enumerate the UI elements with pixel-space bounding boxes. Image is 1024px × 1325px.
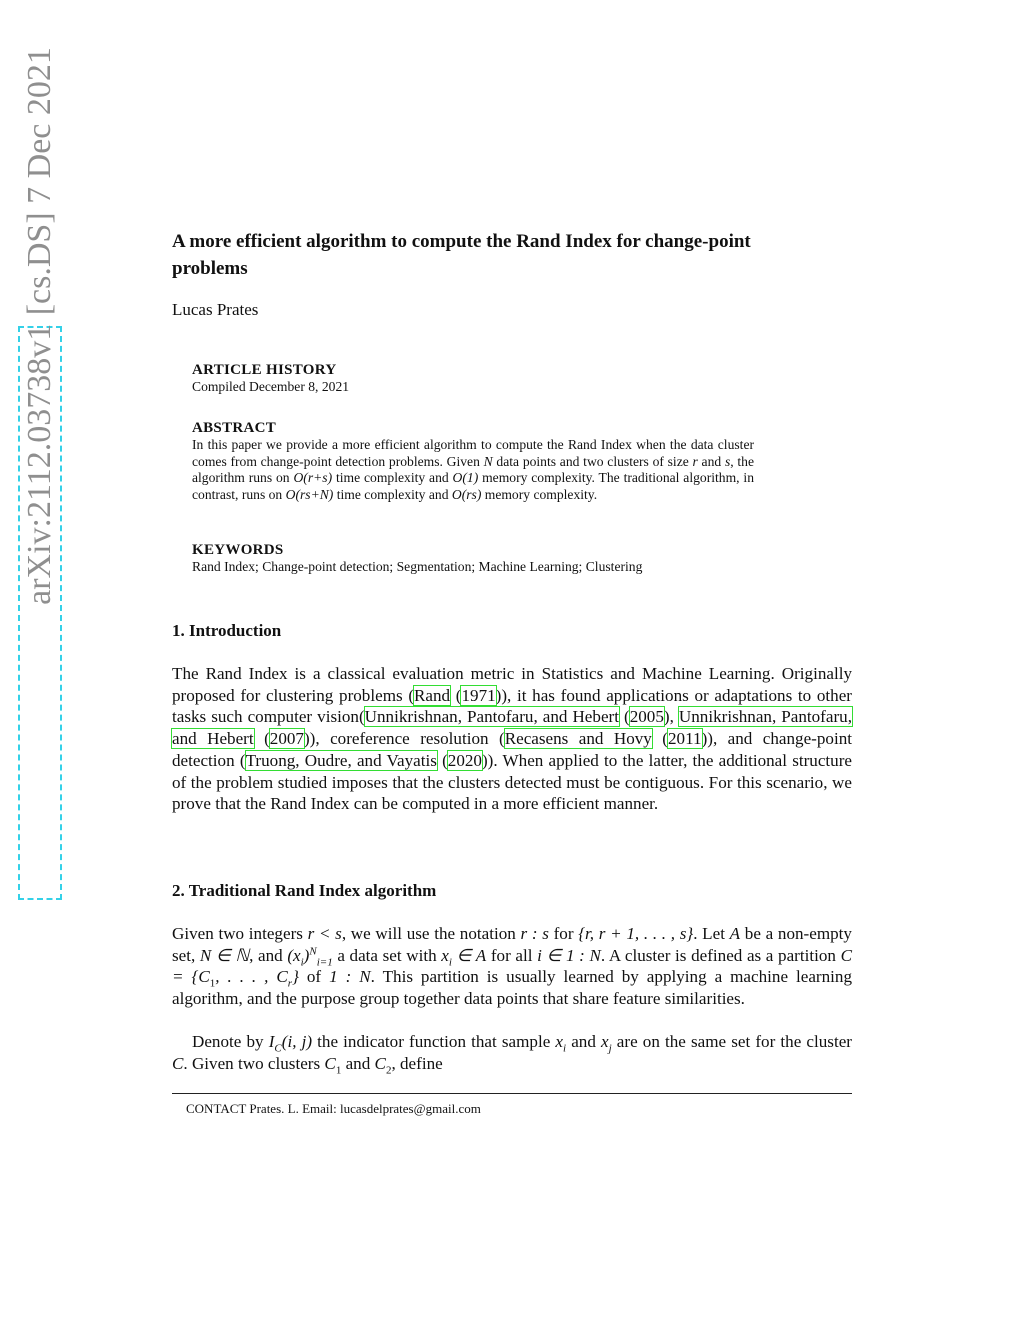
keywords [192,541,754,576]
paper-title: A more efficient algorithm to compute the Rand Index for change-point problems [172,231,751,279]
compiled-date: Compiled December 8, 2021 [192,379,350,394]
citation-link[interactable]: Unnikrishnan, Pantofaru, and Hebert [172,707,852,749]
article-history-heading: ARTICLE HISTORY [192,362,337,378]
section-introduction-heading: 1. Introduction [172,621,282,640]
citation-link[interactable]: Truong, Oudre, and Vayatis [245,750,437,770]
keywords-text: Rand Index; Change-point detection; Segmentation; Machine Learning; Clustering [192,559,643,574]
citation-year-link[interactable]: 2005 [629,707,664,727]
traditional-paragraph: Given two integers r < s, we will use the notation r : s for {r, r + 1, . . . , s}. Let A be a non-empty set, N ∈ ℕ, and $(x_i)^N_{i=1}$ a data set with $x_i$ ∈ A for all i ∈ 1 : N. A cluster is defined as a partition $C = \{C_1$, . . . , $C_r$} of 1 : N. This partition is usually learned by applying a machine learning algorithm, and the purpose group together data points that share feature similarities. [172,924,852,1009]
keywords-heading: KEYWORDS [192,542,284,558]
citation-year-link[interactable]: 2011 [668,729,702,749]
citation-year-link[interactable]: 1971 [461,685,496,705]
article-history [192,361,754,396]
citation-year-link[interactable]: 2020 [447,750,482,770]
abstract-text: In this paper we provide a more efficient algorithm to compute the Rand Index when the data cluster comes from change-point detection problems. Given N data points and two clusters of size r and s, the algorithm runs on O(r+s) time complexity and O(1) memory complexity. The traditional algorithm, in contrast, runs on O(rs+N) time complexity and O(rs) memory complexity. [192,437,755,503]
introduction-paragraph: The Rand Index is a classical evaluation metric in Statistics and Machine Learning. Originally proposed for clustering problems (Rand (1971)), it has found applications or adaptations to other tasks such computer vision(Unnikrishnan, Pantofaru, and Hebert (2005), Unnikrishnan, Pantofaru, and Hebert (2007)), coreference resolution (Recasens and Hovy (2011)), and change-point detection (Truong, Oudre, and Vayatis (2020)). When applied to the latter, the additional structure of the problem studied imposes that the clusters detected must be contiguous. For this scenario, we prove that the Rand Index can be computed in a more efficient manner. [172,664,853,814]
author-name: Lucas Prates [172,300,259,319]
footnote-divider [172,1093,852,1094]
citation-year-link[interactable]: 2007 [269,729,304,749]
arxiv-stamp[interactable]: arXiv:2112.03738v1 [cs.DS] 7 Dec 2021 [21,47,58,605]
abstract [192,419,754,504]
denote-paragraph: Denote by $I_C(i$, j) the indicator function that sample $x_i$ and $x_j$ are on the same set for the cluster C. Given two clusters $C_1$ and $C_2$, define [172,1032,852,1077]
abstract-heading: ABSTRACT [192,420,277,436]
citation-link[interactable]: Unnikrishnan, Pantofaru, and Hebert [364,707,619,727]
contact-footnote: CONTACT Prates. L. Email: lucasdelprates@gmail.com [186,1101,481,1116]
citation-link[interactable]: Recasens and Hovy [504,729,652,749]
section-traditional-heading: 2. Traditional Rand Index algorithm [172,881,437,900]
citation-link[interactable]: Rand [414,685,451,705]
